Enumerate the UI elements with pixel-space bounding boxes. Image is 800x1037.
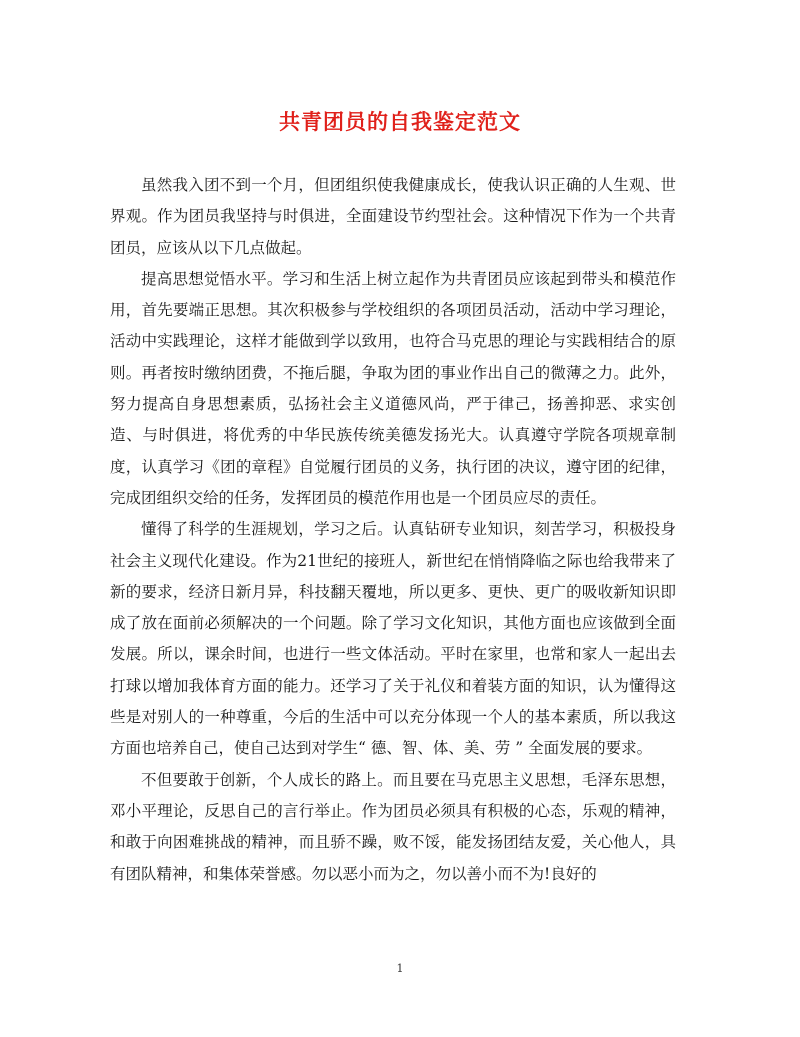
paragraph-1: 虽然我入团不到一个月，但团组织使我健康成长，使我认识正确的人生观、世界观。作为团员我坚持与时俱进，全面建设节约型社会。这种情况下作为一个共青团员，应该从以下几点做起。 xyxy=(110,176,676,257)
page-number: 1 xyxy=(396,962,404,975)
paragraph-2: 提高思想觉悟水平。学习和生活上树立起作为共青团员应该起到带头和模范作用，首先要端正思想。其次积极参与学校组织的各项团员活动，活动中学习理论，活动中实践理论，这样才能做到学以致用，也符合马克思的理论与实践相结合的原则。再者按时缴纳团费，不拖后腿，争取为团的事业作出自己的微薄之力。此外，努力提高自身思想素质，弘扬社会主义道德风尚，严于律己，扬善抑恶、求实创造、与时俱进，将优秀的中华民族传统美德发扬光大。认真遵守学院各项规章制度，认真学习《团的章程》自觉履行团员的义务，执行团的决议，遵守团的纪律，完成团组织交给的任务，发挥团员的模范作用也是一个团员应尽的责任。 xyxy=(110,269,676,507)
paragraph-3: 懂得了科学的生涯规划，学习之后。认真钻研专业知识，刻苦学习，积极投身社会主义现代化建设。作为21世纪的接班人，新世纪在悄悄降临之际也给我带来了新的要求，经济日新月异，科技翻天覆地，所以更多、更快、更广的吸收新知识即成了放在面前必须解决的一个问题。除了学习文化知识，其他方面也应该做到全面发展。所以，课余时间，也进行一些文体活动。平时在家里，也常和家人一起出去打球以增加我体育方面的能力。还学习了关于礼仪和着装方面的知识，认为懂得这些是对别人的一种尊重，今后的生活中可以充分体现一个人的基本素质，所以我这方面也培养自己，使自己达到对学生“ 德、智、体、美、劳 ” 全面发展的要求。 xyxy=(110,520,676,758)
document-body xyxy=(110,170,676,890)
document-title: 共青团员的自我鉴定范文 xyxy=(279,109,521,134)
paragraph-4: 不但要敢于创新，个人成长的路上。而且要在马克思主义思想，毛泽东思想，邓小平理论，反思自己的言行举止。作为团员必须具有积极的心态，乐观的精神，和敢于向困难挑战的精神，而且骄不躁，败不馁，能发扬团结友爱，关心他人，具有团队精神，和集体荣誉感。勿以恶小而为之，勿以善小而不为!良好的 xyxy=(110,770,676,883)
